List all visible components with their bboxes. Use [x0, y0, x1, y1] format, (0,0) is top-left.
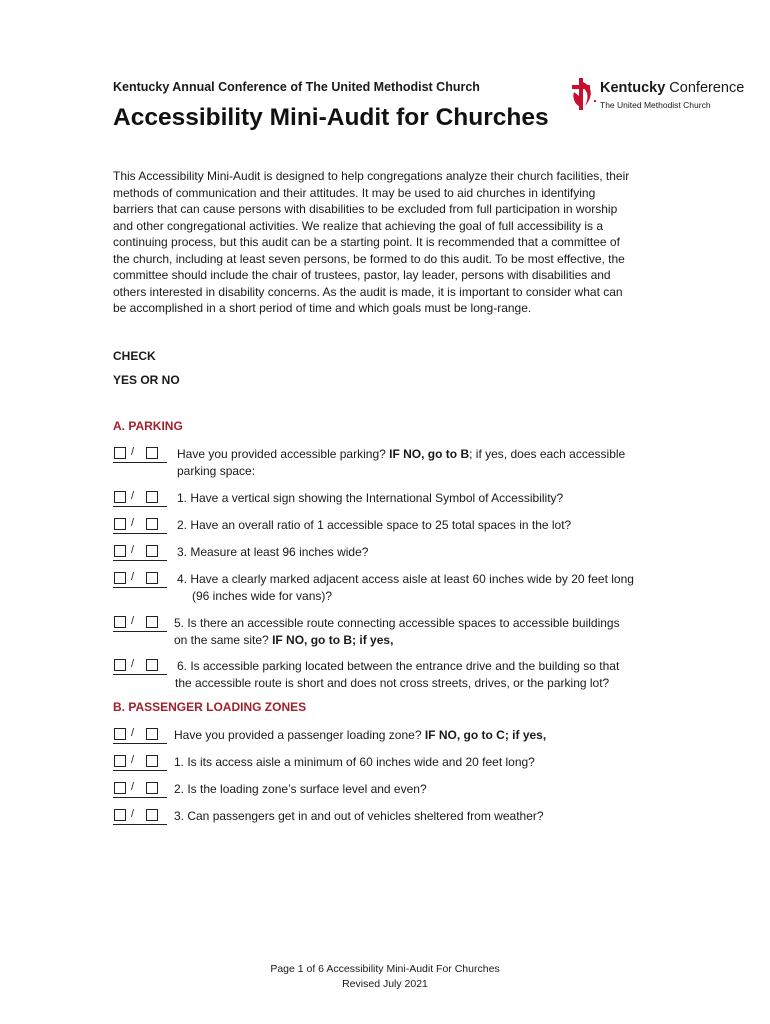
no-checkbox[interactable] — [146, 659, 158, 671]
footer-revision: Revised July 2021 — [342, 978, 428, 990]
no-checkbox[interactable] — [146, 545, 158, 557]
intro-line: committee should include the chair of trustees, pastor, lay leader, persons with disabilities and — [113, 268, 611, 282]
logo-name: Kentucky Conference — [600, 80, 745, 96]
yes-no-checkbox-pair: / — [113, 658, 167, 675]
page-title: Accessibility Mini-Audit for Churches — [113, 104, 549, 131]
yes-checkbox[interactable] — [114, 616, 126, 628]
intro-line: barriers that can cause persons with disabilities to be excluded from full participation in worship — [113, 202, 618, 216]
no-checkbox[interactable] — [146, 728, 158, 740]
question-text: 3. Measure at least 96 inches wide? — [177, 545, 369, 559]
intro-line: be accomplished in a short period of time and which goals must be long-range. — [113, 301, 532, 315]
footer-page-info: Page 1 of 6 Accessibility Mini-Audit For Churches — [270, 963, 500, 975]
yes-checkbox[interactable] — [114, 728, 126, 740]
question-text: 2. Is the loading zone’s surface level and even? — [174, 782, 427, 796]
yes-no-checkbox-pair: / — [113, 754, 167, 771]
no-checkbox[interactable] — [146, 447, 158, 459]
question-text: 1. Is its access aisle a minimum of 60 inches wide and 20 feet long? — [174, 755, 535, 769]
intro-paragraph — [113, 168, 663, 317]
yes-checkbox[interactable] — [114, 491, 126, 503]
conference-logo — [570, 76, 750, 116]
yes-no-checkbox-pair: / — [113, 517, 167, 534]
logo-subtitle: The United Methodist Church — [600, 100, 711, 110]
section-a-heading: A. PARKING — [113, 419, 183, 433]
yes-or-no-label: YES OR NO — [113, 373, 180, 387]
yes-no-checkbox-pair: / — [113, 781, 167, 798]
intro-line: the church, including at least seven persons, be formed to do this audit. To be most effective, the — [113, 251, 625, 266]
intro-line: continuing process, but this audit can be a starting point. It is recommended that a committee of — [113, 235, 620, 249]
intro-line: methods of communication and their attitudes. It may be used to aid churches in identifying — [113, 185, 596, 200]
question-text: Have you provided accessible parking? IF NO, go to B; if yes, does each accessible parking space: — [177, 447, 626, 478]
intro-line: and other congregational activities. We realize that achieving the goal of full accessibility is a — [113, 218, 604, 233]
yes-checkbox[interactable] — [114, 809, 126, 821]
no-checkbox[interactable] — [146, 616, 158, 628]
yes-checkbox[interactable] — [114, 518, 126, 530]
intro-line: This Accessibility Mini-Audit is designed to help congregations analyze their church facilities, their — [113, 169, 630, 183]
yes-checkbox[interactable] — [114, 447, 126, 459]
question-text: 5. Is there an accessible route connecting accessible spaces to accessible buildings on the same site? IF NO, go to B; if yes, — [174, 616, 620, 647]
intro-line: others interested in disability concerns. As the audit is made, it is important to consider what can — [113, 284, 623, 299]
no-checkbox[interactable] — [146, 782, 158, 794]
no-checkbox[interactable] — [146, 572, 158, 584]
yes-no-checkbox-pair: / — [113, 727, 167, 744]
yes-checkbox[interactable] — [114, 755, 126, 767]
yes-checkbox[interactable] — [114, 545, 126, 557]
cross-flame-icon — [570, 76, 596, 112]
organization-heading: Kentucky Annual Conference of The United Methodist Church — [113, 80, 480, 94]
no-checkbox[interactable] — [146, 809, 158, 821]
question-text: 4. Have a clearly marked adjacent access aisle at least 60 inches wide by 20 feet long (96 inches wide for vans)? — [177, 572, 634, 603]
question-text: 1. Have a vertical sign showing the International Symbol of Accessibility? — [177, 491, 564, 505]
yes-checkbox[interactable] — [114, 572, 126, 584]
question-text: 6. Is accessible parking located between the entrance drive and the building so that the accessible route is short and does not cross streets, drives, or the parking lot? — [175, 659, 620, 690]
question-text: Have you provided a passenger loading zone? IF NO, go to C; if yes, — [174, 728, 547, 742]
question-text: 3. Can passengers get in and out of vehicles sheltered from weather? — [174, 809, 544, 823]
yes-no-checkbox-pair: / — [113, 446, 167, 463]
yes-no-checkbox-pair: / — [113, 544, 167, 561]
yes-checkbox[interactable] — [114, 659, 126, 671]
yes-checkbox[interactable] — [114, 782, 126, 794]
yes-no-checkbox-pair: / — [113, 808, 167, 825]
section-b-heading: B. PASSENGER LOADING ZONES — [113, 700, 307, 714]
yes-no-checkbox-pair: / — [113, 615, 167, 632]
yes-no-checkbox-pair: / — [113, 490, 167, 507]
no-checkbox[interactable] — [146, 491, 158, 503]
yes-no-checkbox-pair: / — [113, 571, 167, 588]
no-checkbox[interactable] — [146, 755, 158, 767]
question-text: 2. Have an overall ratio of 1 accessible space to 25 total spaces in the lot? — [177, 518, 572, 532]
no-checkbox[interactable] — [146, 518, 158, 530]
check-label: CHECK — [113, 349, 156, 363]
